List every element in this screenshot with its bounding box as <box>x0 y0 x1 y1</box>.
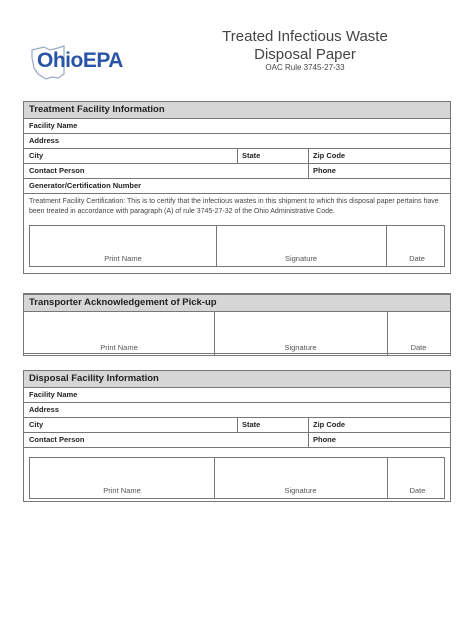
page-title-line2: Disposal Paper <box>254 46 356 63</box>
print-name-cell[interactable] <box>30 458 215 498</box>
signature-cell[interactable] <box>214 458 388 498</box>
field-label: Facility Name <box>29 121 78 130</box>
contact-phone-row <box>24 433 450 448</box>
contact-field-label[interactable]: Contact Person <box>29 435 85 444</box>
section-heading: Transporter Acknowledgement of Pick-up <box>23 294 451 312</box>
rule-reference: OAC Rule 3745-27-33 <box>265 63 345 72</box>
date-label: Date <box>409 486 426 495</box>
signature-block <box>29 225 445 267</box>
facility-name-field[interactable] <box>24 388 450 403</box>
print-name-label: Print Name <box>100 343 138 352</box>
field-label: Address <box>29 405 60 414</box>
city-state-zip-row <box>24 418 450 433</box>
date-cell[interactable] <box>387 458 444 498</box>
state-field-label[interactable]: State <box>242 151 261 160</box>
ohio-epa-logo: OhioEPA <box>37 49 123 72</box>
contact-field-label[interactable]: Contact Person <box>29 166 85 175</box>
signature-label: Signature <box>284 343 317 352</box>
address-field[interactable] <box>24 134 450 149</box>
disposal-facility-section <box>23 370 451 502</box>
address-field[interactable] <box>24 403 450 418</box>
signature-cell[interactable] <box>214 312 388 355</box>
field-label: Address <box>29 136 60 145</box>
date-label: Date <box>409 254 425 263</box>
certification-text: Treatment Facility Certification: This is to certify that the infectious wastes in this shipment to which this disposal paper pertains have been treated in accordance with paragraph (A) of rule 3745-27-32 of the Ohio Administrative Code. <box>29 198 439 215</box>
date-cell[interactable] <box>386 226 444 266</box>
city-state-zip-row <box>24 149 450 164</box>
transporter-section <box>23 293 451 354</box>
generator-number-field[interactable] <box>24 179 450 194</box>
facility-name-field[interactable] <box>24 119 450 134</box>
zip-field-label[interactable]: Zip Code <box>313 420 346 429</box>
print-name-cell[interactable] <box>24 312 215 355</box>
section-heading: Treatment Facility Information <box>24 102 450 119</box>
signature-label: Signature <box>284 486 317 495</box>
date-cell[interactable] <box>387 312 450 355</box>
signature-block <box>29 457 445 499</box>
section-heading: Disposal Facility Information <box>24 371 450 388</box>
treatment-facility-section <box>23 101 451 274</box>
phone-field-label[interactable]: Phone <box>313 166 336 175</box>
print-name-label: Print Name <box>103 486 141 495</box>
signature-cell[interactable] <box>216 226 387 266</box>
signature-label: Signature <box>284 254 318 263</box>
state-field-label[interactable]: State <box>242 420 261 429</box>
print-name-label: Print Name <box>104 254 142 263</box>
zip-field-label[interactable]: Zip Code <box>313 151 346 160</box>
print-name-cell[interactable] <box>30 226 217 266</box>
city-field-label[interactable]: City <box>29 420 44 429</box>
date-label: Date <box>410 343 427 352</box>
signature-block <box>23 312 451 356</box>
contact-phone-row <box>24 164 450 179</box>
field-label: Generator/Certification Number <box>29 181 142 190</box>
field-label: Facility Name <box>29 390 78 399</box>
phone-field-label[interactable]: Phone <box>313 435 336 444</box>
city-field-label[interactable]: City <box>29 151 44 160</box>
page-title-line1: Treated Infectious Waste <box>222 28 388 45</box>
